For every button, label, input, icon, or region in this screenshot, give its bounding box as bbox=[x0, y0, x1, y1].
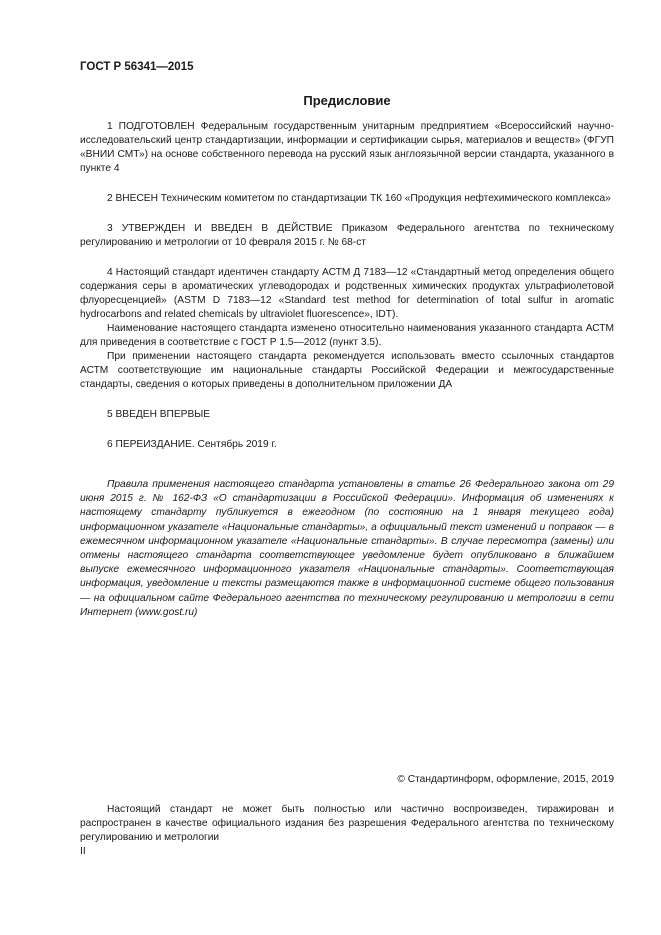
reproduction-notice-block bbox=[80, 803, 614, 845]
reproduction-notice: Настоящий стандарт не может быть полностью или частично воспроизведен, тиражирован и распространен в качестве официального издания без разрешения Федерального агентства по техническому регулированию и метрологии bbox=[80, 804, 614, 843]
preface-block bbox=[80, 120, 614, 452]
rules-notice: Правила применения настоящего стандарта установлены в статье 26 Федерального закона от 29 июня 2015 г. № 162-ФЗ «О стандартизации в Российской Федерации». Информация об изменениях к настоящему стандарту публикуется в ежегодном (по состоянию на 1 января текущего года) информационном указателе «Национальные стандарты», а официальный текст изменений и поправок — в ежемесячном информационном указателе «Национальные стандарты». В случае пересмотра (замены) или отмены настоящего стандарта соответствующее уведомление будет опубликовано в ближайшем выпуске ежемесячного информационного указателя «Национальные стандарты». Соответствующая информация, уведомление и тексты размещаются также в информационной системе общего пользования — на официальном сайте Федерального агентства по техническому регулированию и метрологии в сети Интернет (www.gost.ru) bbox=[80, 479, 614, 618]
preface-item-5: 5 ВВЕДЕН ВПЕРВЫЕ bbox=[107, 409, 211, 420]
preface-item-4: 4 Настоящий стандарт идентичен стандарту АСТМ Д 7183—12 «Стандартный метод определения общего содержания серы в ароматических углеводородах и родственных химических продуктах ультрафиолетовой флуоресценцией» (ASTM D 7183—12 «Standard test method for determination of total sulfur in aromatic hydrocarbons and related chemicals by ultraviolet fluorescence», IDT). bbox=[80, 267, 614, 320]
standard-code: ГОСТ Р 56341—2015 bbox=[80, 61, 194, 73]
page-number: II bbox=[80, 846, 86, 857]
preface-item-4-note-refs: При применении настоящего стандарта рекомендуется использовать вместо ссылочных стандартов АСТМ соответствующие им национальные стандарты Российской Федерации и межгосударственные стандарты, сведения о которых приведены в дополнительном приложении ДА bbox=[80, 351, 614, 390]
preface-item-6: 6 ПЕРЕИЗДАНИЕ. Сентябрь 2019 г. bbox=[107, 439, 277, 450]
preface-item-4-note-name: Наименование настоящего стандарта изменено относительно наименования указанного стандарта АСТМ для приведения в соответствие с ГОСТ Р 1.5—2012 (пункт 3.5). bbox=[80, 323, 614, 348]
preface-item-3: 3 УТВЕРЖДЕН И ВВЕДЕН В ДЕЙСТВИЕ Приказом Федерального агентства по техническому регулированию и метрологии от 10 февраля 2015 г. № 68-ст bbox=[80, 223, 614, 248]
page-title: Предисловие bbox=[303, 93, 391, 108]
preface-item-1: 1 ПОДГОТОВЛЕН Федеральным государственным унитарным предприятием «Всероссийский научно-исследовательский центр стандартизации, информации и сертификации сырья, материалов и веществ» (ФГУП «ВНИИ СМТ») на основе собственного перевода на русский язык англоязычной версии стандарта, указанного в пункте 4 bbox=[80, 121, 614, 174]
rules-notice-block bbox=[80, 478, 614, 620]
copyright-line: © Стандартинформ, оформление, 2015, 2019 bbox=[397, 774, 614, 785]
preface-item-2: 2 ВНЕСЕН Техническим комитетом по стандартизации ТК 160 «Продукция нефтехимического комплекса» bbox=[107, 193, 611, 204]
